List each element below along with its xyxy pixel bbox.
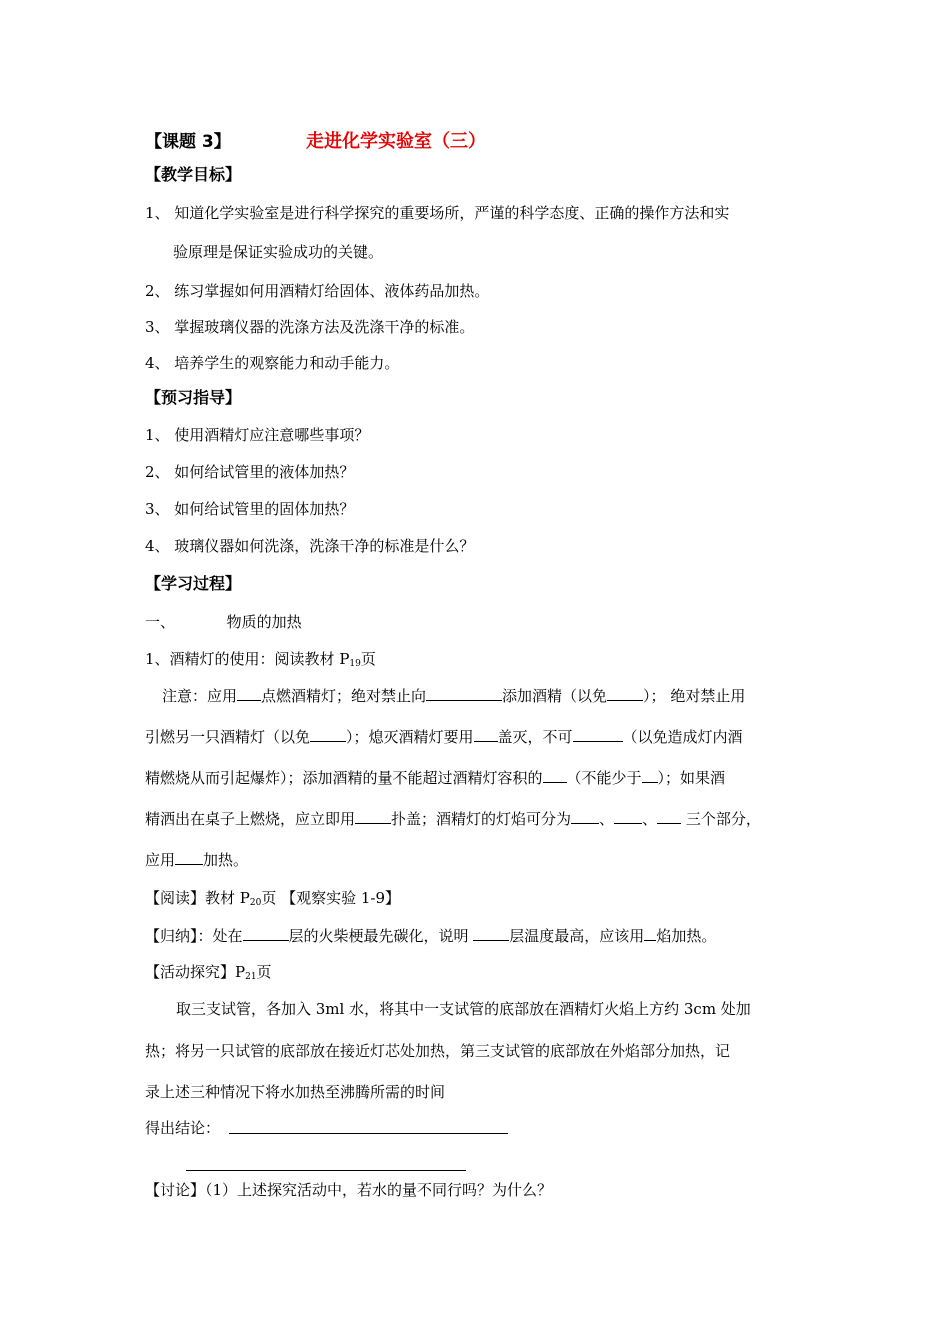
blank [237,686,261,701]
reading-line: 【阅读】教材 $P_{20}$页 【观察实验 1-9】 [145,889,401,908]
preview-item: 3、 如何给试管里的固体加热？ [145,500,355,518]
answer-line [229,1133,508,1134]
preview-item: 2、 如何给试管里的液体加热？ [145,463,355,481]
preview-heading: 【预习指导】 [145,388,242,407]
discussion-line: 【讨论】（1）上述探究活动中，若水的量不同行吗？为什么？ [145,1181,553,1199]
blank [310,727,346,742]
objective-item: 4、 培养学生的观察能力和动手能力。 [145,354,400,372]
objective-item: 2、 练习掌握如何用酒精灯给固体、液体药品加热。 [145,282,490,300]
section-title: 物质的加热 [226,613,302,631]
blank [644,926,656,941]
blank [657,809,681,824]
page-title: 走进化学实验室（三） [306,131,486,152]
note-line: 应用 加热。 [145,851,249,869]
note-line: 精洒出在桌子上燃烧，应立即用 扑盖；酒精灯的灯焰可分为 、 、 三个部分， [145,810,761,828]
blank [573,727,623,742]
answer-line [186,1170,466,1171]
objectives-heading: 【教学目标】 [145,165,242,184]
blank [474,727,498,742]
note-line: 精燃烧从而引起爆炸）；添加酒精的量不能超过酒精灯容积的 （不能少于 ）；如果酒 [145,769,726,787]
note-line: 引燃另一只酒精灯（以免 ）；熄灭酒精灯要用 盖灭，不可 （以免造成灯内酒 [145,728,743,746]
preview-item: 4、 玻璃仪器如何洗涤，洗涤干净的标准是什么？ [145,537,475,555]
summary-line: 【归纳】：处在 层的火柴梗最先碳化，说明 层温度最高，应该用 焰加热。 [145,927,717,945]
blank [426,686,502,701]
blank [614,809,642,824]
blank [642,768,658,783]
objective-item: 1、 知道化学实验室是进行科学探究的重要场所，严谨的科学态度、正确的操作方法和实 [145,204,730,222]
note-line: 注意：应用 点燃酒精灯；绝对禁止向 添加酒精（以免 ）； 绝对禁止用 [162,687,746,705]
blank [243,926,289,941]
experiment-text: 取三支试管，各加入 3ml 水，将其中一支试管的底部放在酒精灯火焰上方约 3cm 处加 [176,1000,751,1018]
subsection-heading: 1、酒精灯的使用：阅读教材 $P_{19}$页 [145,650,376,669]
process-heading: 【学习过程】 [145,574,242,593]
experiment-text: 热；将另一只试管的底部放在接近灯芯处加热，第三支试管的底部放在外焰部分加热，记 [145,1042,731,1060]
blank [175,850,203,865]
lesson-number: 【课题 3】 [145,132,231,152]
preview-item: 1、 使用酒精灯应注意哪些事项？ [145,426,370,444]
blank [607,686,643,701]
section-heading [145,612,302,632]
blank [543,768,567,783]
blank [473,926,509,941]
blank [355,809,391,824]
blank [571,809,599,824]
conclusion-label: 得出结论： [145,1119,221,1137]
activity-line: 【活动探究】$P_{21}$页 [145,963,272,982]
section-number: 一、 [145,613,176,631]
experiment-text: 录上述三种情况下将水加热至沸腾所需的时间 [145,1083,446,1101]
objective-item: 3、 掌握玻璃仪器的洗涤方法及洗涤干净的标准。 [145,318,475,336]
objective-item: 验原理是保证实验成功的关键。 [173,243,384,261]
